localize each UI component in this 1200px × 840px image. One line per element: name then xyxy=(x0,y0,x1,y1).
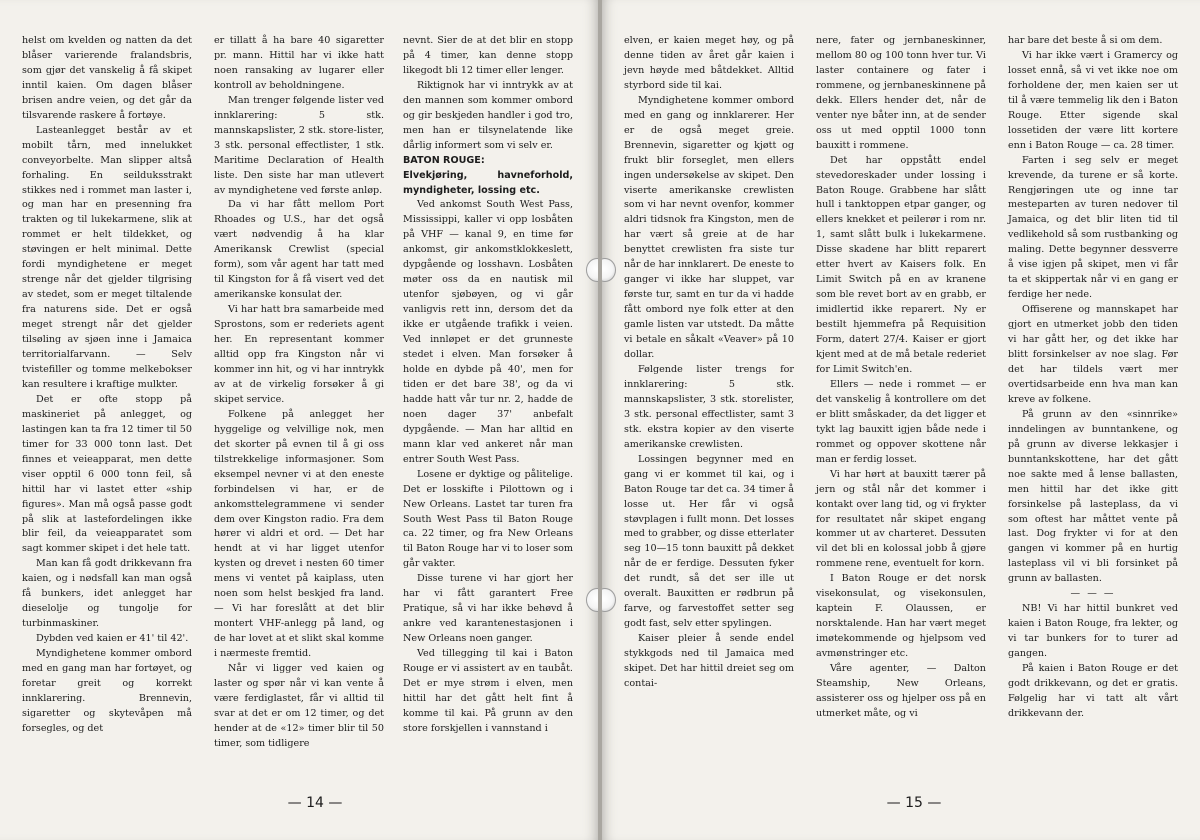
page-15-column-2 xyxy=(816,34,986,722)
punch-hole-top xyxy=(586,258,598,282)
paragraph: Vi har hørt at bauxitt tærer på jern og stål når det kommer i kontakt over lang tid, og vi frykter for resultatet når skipet engang kommer ut av charteret. Dessuten vil det bli en kolossal jobb å gjøre rommene rene, eventuelt for korn. xyxy=(816,468,986,570)
page-15 xyxy=(602,0,1200,840)
paragraph: helst om kvelden og natten da det blåser varierende fralandsbris, som gjør det vanskelig å få skipet inntil kaien. Om dagen blåser brisen andre veien, og det går da tilsvarende raskere å fortøye. xyxy=(22,35,192,121)
page-14 xyxy=(0,0,598,840)
paragraph: nere, fater og jernbaneskinner, mellom 80 og 100 tonn hver tur. Vi laster containere og fater i rommene, og jernbaneskinnene på dekk. Ellers hender det, når de venter nye båter inn, at de sender oss ut med opptil 1000 tonn bauxitt i rommene. xyxy=(816,35,986,151)
paragraph: På kaien i Baton Rouge er det godt drikkevann, og det er gratis. Følgelig har vi tatt alt vårt drikkevann der. xyxy=(1008,663,1178,719)
paragraph: Vi har ikke vært i Gramercy og losset ennå, så vi vet ikke noe om forholdene der, men kaien ser ut til å være temmelig lik den i Baton Rouge. Etter sigende skal lossetiden der være litt kortere enn i Baton Rouge — ca. 28 timer. xyxy=(1008,49,1178,151)
page-14-column-2 xyxy=(214,34,384,752)
page-number-14: — 14 — xyxy=(287,795,343,811)
paragraph: Vi har hatt bra samarbeide med Sprostons, som er rederiets agent her. En representant kommer alltid opp fra Kingston når vi kommer inn hit, og vi har inntrykk av at de virkelig forsøker å gi skipet service. xyxy=(214,304,384,405)
paragraph: Det er ofte stopp på maskineriet på anlegget, og lastingen kan ta fra 12 timer til 50 timer for 33 000 tonn last. Det finnes et veieapparat, men dette viser opptil 6 000 tonn feil, så hittil har vi lastet etter «ship figures». Man må også passe godt på slik at lastefordelingen ikke blir feil, da veieapparatet som sagt kommer skipet i det hele tatt. xyxy=(22,393,192,555)
paragraph: Man kan få godt drikkevann fra kaien, og i nødsfall kan man også få bunkers, idet anlegget har dieselolje og tungolje for turbinmaskiner. xyxy=(22,558,192,630)
paragraph: Losene er dyktige og pålitelige. Det er losskifte i Pilottown og i New Orleans. Lastet tar turen fra South West Pass til Baton Rouge ca. 22 timer, og fra New Orleans til Baton Rouge har vi to loser som går vakter. xyxy=(403,468,573,570)
paragraph: nevnt. Sier de at det blir en stopp på 4 timer, kan denne stopp likegodt bli 12 timer eller lenger. xyxy=(403,35,573,76)
paragraph: I Baton Rouge er det norsk visekonsulat, og visekonsulen, kaptein F. Olaussen, er norsktalende. Han har vært meget imøtekommende og hjelpsom ved avmønstringer etc. xyxy=(816,573,986,660)
paragraph: Det har oppstått endel stevedoreskader under lossing i Baton Rouge. Grabbene har slått hull i tanktoppen etpar ganger, og ellers knekket et peilerør i rom nr. 1, samt slått bulk i lukekarmene. Disse skadene har blitt reparert etter hvert av Kaisers folk. En Limit Switch på en av kranene som ble revet bort av en grabb, er imidlertid ikke reparert. Ny er bestilt hjemmefra på Requisition Form, datert 27/4. Kaiser er gjort kjent med at de må betale rederiet for Limit Switch'en. xyxy=(816,154,986,375)
section-heading: BATON ROUGE: xyxy=(403,154,485,166)
paragraph: Farten i seg selv er meget krevende, da turene er så korte. Rengjøringen ute og inne tar mesteparten av turen nedover til Jamaica, og det blir liten tid til vedlikehold så som rustbanking og maling. Dette begynner dessverre å vise igjen på skipet, men vi får ta et skippertak når vi en gang er ferdige her nede. xyxy=(1008,154,1178,301)
paragraph: Dybden ved kaien er 41' til 42'. xyxy=(36,633,189,645)
paragraph: Ellers — nede i rommet — er det vanskelig å kontrollere om det er blitt småskader, da det ligger et tykt lag bauxitt igjen både nede i rommet og oppover skottene når man er ferdig losset. xyxy=(816,378,986,465)
paragraph: Man trenger følgende lister ved innklarering: 5 stk. mannskapslister, 2 stk. store-lister, 3 stk. personal effectlister, 1 stk. Maritime Declaration of Health liste. Den siste har man utlevert av myndighetene ved første anløp. xyxy=(214,94,384,196)
paragraph: Lasteanlegget består av et mobilt tårn, med innelukket conveyorbelte. Man slipper altså forhaling. En seilduksstrakt stikkes ned i rommet man laster i, og man har en presenning fra trakten og til lukekarmene, slik at rommet er helt tildekket, og støvingen er helt minimal. Dette fordi myndighetene er meget strenge når det gjelder tilgrising av stedet, som er meget tiltalende fra naturens side. Det er også meget strengt når det gjelder tilsøling av sjøen inne i Jamaica territorialfarvann. — Selv tvistefiller og tomme melkebokser kan resultere i kraftige mulkter. xyxy=(22,124,192,390)
paragraph: Folkene på anlegget her hyggelige og velvillige nok, men det skorter på evnen til å gi oss tilstrekkelige informasjoner. Som eksempel nevner vi at den eneste forbindelsen vi har, er de ankomsttelegrammene vi sender dem over Kingston radio. Fra dem hører vi aldri et ord. — Det har hendt at vi har ligget utenfor kysten og drevet i nesten 60 timer mens vi ventet på kaiplass, uten noen som helst beskjed fra land. — Vi har foreslått at det blir montert VHF-anlegg på land, og de har lovet at et slikt skal komme i nærmeste fremtid. xyxy=(214,408,384,660)
page-number-15: — 15 — xyxy=(886,795,942,811)
punch-hole-bottom xyxy=(586,588,598,612)
paragraph: Ved ankomst South West Pass, Mississippi, kaller vi opp losbåten på VHF — kanal 9, en time før ankomst, gir ankomstklokkeslett, dypgående og losshavn. Losbåten møter oss da en nautisk mil utenfor sjøbøyen, og vi går vanligvis rett inn, dersom det da ikke er utgående trafikk i veien. Ved innløpet er det grunneste stedet i elven. Man forsøker å holde en dybde på 40', men for tiden er det bare 38', og da vi hadde hatt vår tur nr. 2, hadde de noen dager 37' anbefalt dypgående. — Man har alltid en mann klar ved ankeret når man entrer South West Pass. xyxy=(403,199,573,465)
punch-hole-top-right xyxy=(602,258,616,282)
paragraph: elven, er kaien meget høy, og på denne tiden av året går kaien i jevn høyde med båtdekket. Alltid styrbord side til kai. xyxy=(624,35,794,91)
paragraph: Riktignok har vi inntrykk av at den mannen som kommer ombord og gir beskjeden handler i god tro, men han er tilsynelatende like dårlig informert som vi selv er. xyxy=(403,79,573,151)
page-15-column-1 xyxy=(624,34,794,692)
page-14-column-3 xyxy=(403,34,573,737)
paragraph: har bare det beste å si om dem. xyxy=(1008,35,1163,46)
section-subheading: Elvekjøring, havneforhold, myndigheter, lossing etc. xyxy=(403,169,573,196)
paragraph: Våre agenter, — Dalton Steamship, New Orleans, assisterer oss og hjelper oss på en utmerket måte, og vi xyxy=(816,663,986,719)
paragraph: Ved tillegging til kai i Baton Rouge er vi assistert av en taubåt. Det er mye strøm i elven, men hittil har det gått helt fint å komme til kai. På grunn av den store forskjellen i vannstand i xyxy=(403,648,573,734)
paragraph: Offiserene og mannskapet har gjort en utmerket jobb den tiden vi har gått her, og det ikke har blitt forsinkelser av noe slag. Før det har tildels vært mer overtidsarbeide enn hva man kan kreve av folkene. xyxy=(1008,304,1178,405)
paragraph: er tillatt å ha bare 40 sigaretter pr. mann. Hittil har vi ikke hatt noen ransaking av lugarer eller kontroll av beholdningene. xyxy=(214,35,384,91)
page-15-column-3 xyxy=(1008,34,1178,722)
paragraph: Myndighetene kommer ombord med en gang man har fortøyet, og foretar greit og korrekt innklarering. Brennevin, sigaretter og skytevåpen må forsegles, og det xyxy=(22,648,192,734)
paragraph: Da vi har fått mellom Port Rhoades og U.S., har det også vært nødvendig å ha klar Amerikansk Crewlist (special form), som vår agent har tatt med til Kingston for å få visert ved det amerikanske konsulat der. xyxy=(214,199,384,301)
paragraph: Når vi ligger ved kaien og laster og spør når vi kan vente å være ferdiglastet, får vi alltid til svar at det er om 12 timer, og det hender at de «12» timer blir til 50 timer, som tidligere xyxy=(214,663,384,749)
paragraph: Følgende lister trengs for innklarering: 5 stk. mannskapslister, 3 stk. storelister, 3 stk. personal effectlister, samt 3 stk. ekstra kopier av den viserte amerikanske crewlisten. xyxy=(624,363,794,450)
paragraph: Myndighetene kommer ombord med en gang og innklarerer. Her er de også meget greie. Brennevin, sigaretter og kjøtt og frukt blir forseglet, men ellers ingen undersøkelse av skipet. Den viserte amerikanske crewlisten som vi har nevnt ovenfor, kommer aldri tidsnok fra Kingston, men de har vært så greie at de har benyttet crewlisten fra siste tur når de har innklarert. De eneste to ganger vi ikke har sluppet, var første tur, samt en tur da vi hadde fått ombord nye folk etter at den gamle listen var utstedt. Da måtte vi betale en såkalt «Veaver» på 10 dollar. xyxy=(624,94,794,361)
punch-hole-bottom-right xyxy=(602,588,616,612)
paragraph: Kaiser pleier å sende endel stykkgods ned til Jamaica med skipet. Det har hittil dreiet seg om contai- xyxy=(624,633,794,689)
paragraph: Disse turene vi har gjort her har vi fått garantert Free Pratique, så vi har ikke behøvd å ankre ved karantenestasjonen i New Orleans noen ganger. xyxy=(403,573,573,645)
page-14-column-1 xyxy=(22,34,192,737)
paragraph: På grunn av den «sinnrike» inndelingen av bunntankene, og på grunn av diverse lekkasjer i bunntankskottene, har det gått noe sakte med å lense ballasten, men hittil har det ikke gitt forsinkelse på lasteplass, da vi som oftest har måttet vente på last. Dog frykter vi for at den gangen vi kommer på en hurtig lasteplass vil vi bli forsinket på grunn av ballasten. xyxy=(1008,408,1178,585)
paragraph: Lossingen begynner med en gang vi er kommet til kai, og i Baton Rouge tar det ca. 34 timer å losse ut. Her får vi også støvplagen i fullt monn. Det losses med to grabber, og disse etterlater seg 10—15 tonn bauxitt på dekket når de er ferdige. Dessuten fyker det rundt, så det ser ille ut overalt. Bauxitten er rødbrun på farve, og farvestoffet setter seg godt fast, selv etter spylingen. xyxy=(624,453,794,630)
separator: — — — xyxy=(1070,588,1116,600)
paragraph: NB! Vi har hittil bunkret ved kaien i Baton Rouge, fra lekter, og vi tar bunkers for to turer ad gangen. xyxy=(1008,603,1178,660)
